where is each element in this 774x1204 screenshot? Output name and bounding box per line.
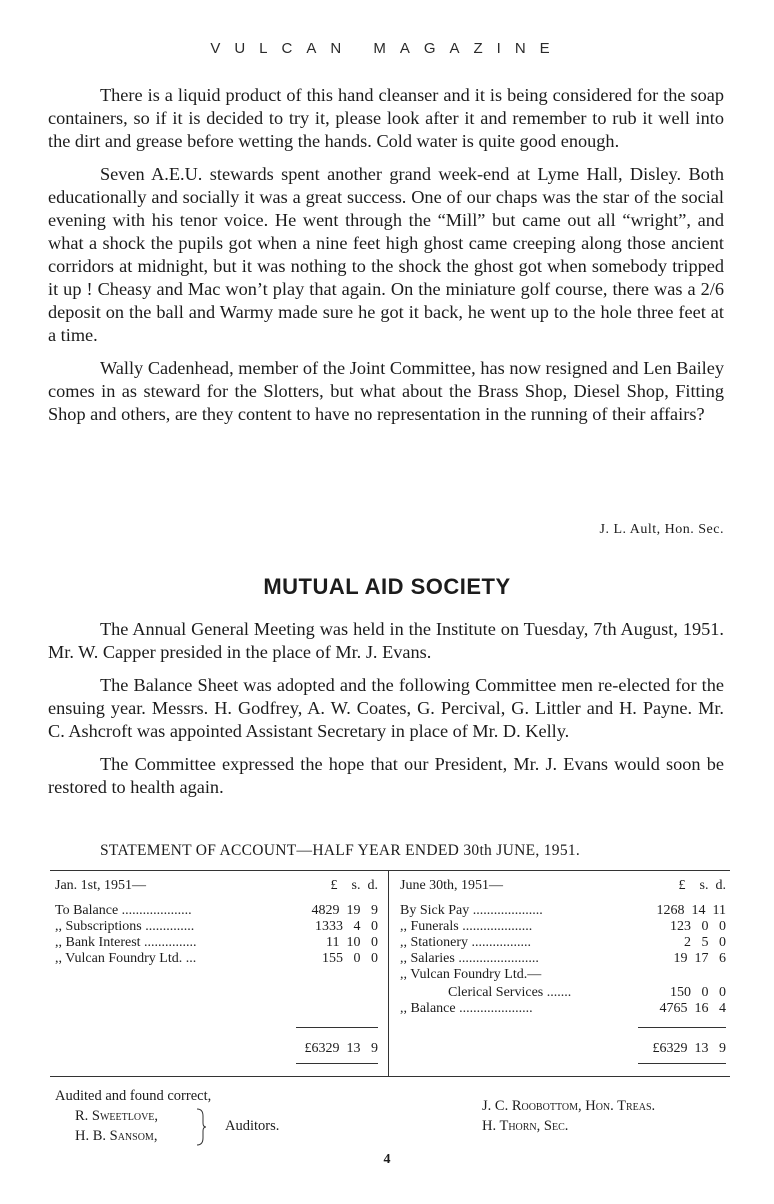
audit-line: Audited and found correct,	[55, 1088, 212, 1104]
left-row-amount: 4829 19 9	[311, 903, 378, 918]
paragraph: Wally Cadenhead, member of the Joint Committee, has now resigned and Len Bailey comes in as steward for the Slotters, but what about the Brass Shop, Diesel Shop, Fitting Shop and others, are they content to have no representation in the running of their affairs?	[48, 358, 724, 424]
right-row-label: By Sick Pay ....................	[400, 903, 543, 918]
left-row-amount: 1333 4 0	[315, 919, 378, 934]
left-row-label: ,, Vulcan Foundry Ltd. ...	[55, 951, 197, 966]
table-rule	[50, 1076, 730, 1077]
total-rule	[296, 1027, 378, 1028]
right-row-label: ,, Salaries .......................	[400, 951, 539, 966]
paragraph: The Balance Sheet was adopted and the following Committee men re-elected for the ensuing year. Messrs. H. Godfrey, A. W. Coates, G. Percival, G. Littler and H. Payne. Mr. C. Ashcroft was appointed Assistant Secretary in place of Mr. D. Kelly.	[48, 675, 724, 741]
right-row-amount: 150 0 0	[670, 985, 726, 1000]
statement-title: STATEMENT OF ACCOUNT—HALF YEAR ENDED 30th JUNE, 1951.	[100, 842, 581, 859]
right-row-amount: 1268 14 11	[656, 903, 726, 918]
total-rule	[638, 1063, 726, 1064]
left-row-label: ,, Subscriptions ..............	[55, 919, 195, 934]
right-row-label: ,, Funerals ....................	[400, 919, 533, 934]
left-total: £6329 13 9	[304, 1041, 378, 1056]
right-row-label: ,, Balance .....................	[400, 1001, 533, 1016]
left-date: Jan. 1st, 1951—	[55, 878, 146, 893]
auditor-name: H. B. Sansom,	[75, 1128, 158, 1144]
running-header: VULCAN MAGAZINE	[210, 40, 564, 57]
right-row-amount: 2 5 0	[684, 935, 726, 950]
auditor-name: R. Sweetlove,	[75, 1108, 159, 1124]
signature: J. L. Ault, Hon. Sec.	[599, 522, 724, 537]
total-rule	[296, 1063, 378, 1064]
left-row-amount: 155 0 0	[322, 951, 378, 966]
paragraph: The Annual General Meeting was held in the Institute on Tuesday, 7th August, 1951. Mr. W. Capper presided in the place of Mr. J. Evans.	[48, 619, 724, 662]
section-heading: MUTUAL AID SOCIETY	[263, 574, 511, 599]
article-top	[48, 84, 724, 436]
column-divider	[388, 870, 389, 1076]
right-row-label: Clerical Services .......	[448, 985, 572, 1000]
left-currency-header: £ s. d.	[330, 878, 378, 893]
right-currency-header: £ s. d.	[678, 878, 726, 893]
paragraph: Seven A.E.U. stewards spent another grand week-end at Lyme Hall, Disley. Both educationally and socially it was a great success. One of our chaps was the star of the social evening with his tenor voice. He went through the “Mill” but came out all “wright”, and what a shock the pupils got when a nine feet high ghost came creeping along those ancient corridors at midnight, but it was nothing to the shock the ghost got when somebody tripped it up ! Cheasy and Mac won’t play that again. On the miniature golf course, there was a 2/6 deposit on the ball and Warmy made sure he got it back, he went up to the hole three feet at a time.	[48, 164, 724, 345]
account-table	[50, 870, 730, 1078]
right-row-amount: 123 0 0	[670, 919, 726, 934]
right-date: June 30th, 1951—	[400, 878, 504, 893]
left-row-label: ,, Bank Interest ...............	[55, 935, 197, 950]
total-rule	[638, 1027, 726, 1028]
treasurer-block	[482, 1096, 655, 1136]
paragraph: The Committee expressed the hope that our President, Mr. J. Evans would soon be restored to health again.	[48, 754, 724, 797]
audit-note	[55, 1086, 280, 1146]
right-total: £6329 13 9	[652, 1041, 726, 1056]
right-row-amount: 4765 16 4	[659, 1001, 726, 1016]
article-mutual-aid	[48, 618, 724, 809]
secretary-line: H. Thorn, Sec.	[482, 1118, 569, 1134]
treasurer-line: J. C. Roobottom, Hon. Treas.	[482, 1098, 656, 1114]
page-number: 4	[383, 1152, 391, 1167]
right-row-amount: 19 17 6	[673, 951, 726, 966]
left-row-label: To Balance ....................	[55, 903, 192, 918]
right-row-label: ,, Vulcan Foundry Ltd.—	[400, 967, 542, 982]
paragraph: There is a liquid product of this hand cleanser and it is being considered for the soap containers, so if it is decided to try it, please look after it and remember to rub it well into the dirt and grease before wetting the hands. Cold water is quite good enough.	[48, 85, 724, 151]
left-row-amount: 11 10 0	[326, 935, 378, 950]
auditors-role: Auditors.	[225, 1118, 280, 1134]
table-rule	[50, 870, 730, 871]
brace-icon	[195, 1108, 207, 1146]
right-row-label: ,, Stationery .................	[400, 935, 532, 950]
